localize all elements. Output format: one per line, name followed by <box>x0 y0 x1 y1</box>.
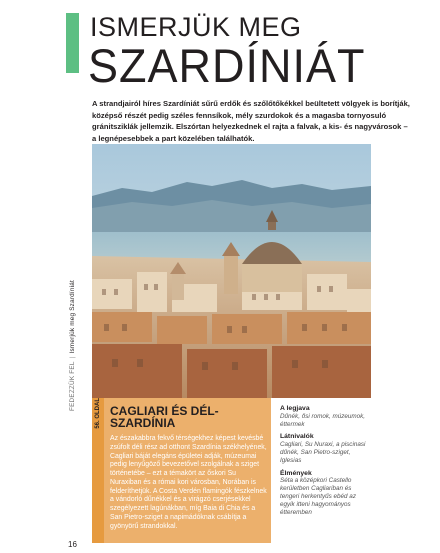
facts-column <box>280 405 372 516</box>
fact-text: Dűnék, ősi romok, múzeumok, éttermek <box>280 412 366 428</box>
fact-label: A legjava <box>280 405 310 412</box>
fact-text: Cagliari, Su Nuraxi, a piscinasi dűnék, San Pietro-sziget, Iglesias <box>280 441 366 464</box>
cagliari-photo <box>92 144 371 398</box>
section-color-tab <box>66 13 79 73</box>
page-reference-label: 56. OLDAL <box>95 398 101 429</box>
running-header-separator: | <box>69 356 76 359</box>
page-reference-tab <box>92 398 104 543</box>
intro-paragraph: A strandjairól híres Szardíniát sűrű erdők és szőlőtőkékkel beültetett völgyek is borítják, középső részét pedig széles fennsíkok, mély szurdokok és a magasba tornyosuló gránitsziklák jellemzik. Elszórtan helyezkednek el rajta a falvak, a kis- és nagyvárosok – a legnépesebbek a part közelében találhatók. <box>92 99 410 143</box>
fact-text: Séta a középkori Castello kerületben Cagliariban és tengeri herkentyűs ebéd az egyik itteni hagyományos étteremben <box>280 477 356 516</box>
heading-line-1: ISMERJÜK MEG <box>90 12 302 42</box>
region-description: Az északabbra fekvő térségekhez képest kevésbé zsúfolt déli rész ad otthont Szardínia székhelyének, Cagliari báját elegáns épületei adják, múzeumai pedig lenyűgöző bevezetővel szolgálnak a sziget történetébe – ezt a témakört az őskori Su Nuraxiban és a római kori városban, Norában is felderíthetjük. A Costa Verdén flamingók fészkelnek a vándorló dűnékkel és a virágzó cserjésekkel szegélyezett lagúnákban, míg Baia di Chia és a San Pietro-sziget a napimádóknak csábítja a gyönyörű strandokkal. <box>110 435 267 530</box>
running-header-section: FEDEZZÜK FEL <box>69 361 76 412</box>
running-header <box>66 280 80 490</box>
running-header-title: Ismerjük meg Szardíniát <box>69 280 76 354</box>
page-number: 16 <box>68 540 77 549</box>
region-title: CAGLIARI ÉS DÉL-SZARDÍNIA <box>110 404 219 430</box>
fact-label: Élmények <box>280 469 312 477</box>
fact-label: Látnivalók <box>280 433 314 441</box>
heading-line-2: SZARDÍNIÁT <box>88 38 366 93</box>
